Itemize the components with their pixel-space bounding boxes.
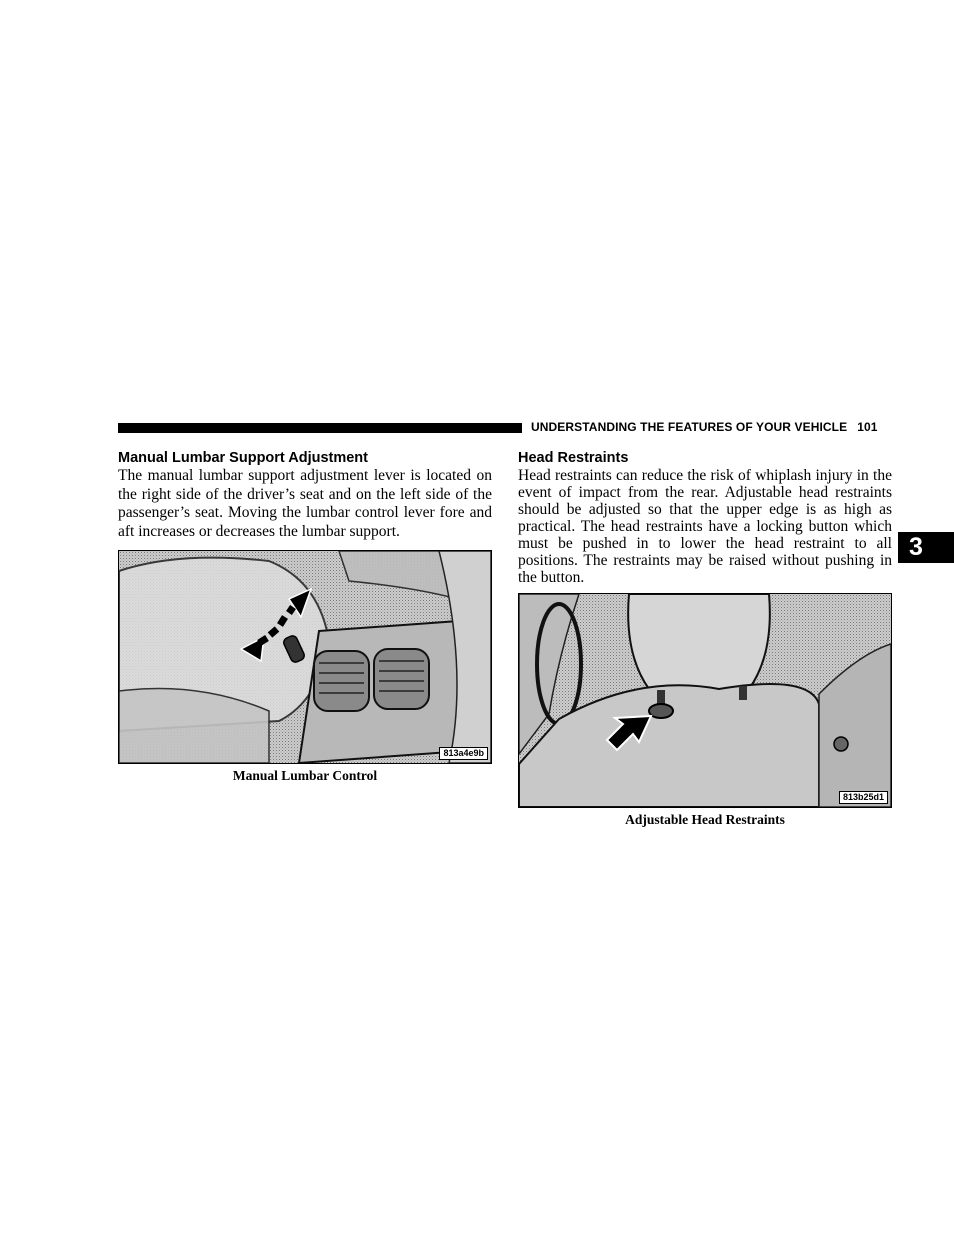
figure-caption: Adjustable Head Restraints <box>625 812 785 827</box>
header-rule <box>118 423 522 433</box>
section-heading-head-restraints: Head Restraints <box>518 450 629 466</box>
chapter-tab: 3 <box>898 532 954 563</box>
section-heading-lumbar: Manual Lumbar Support Adjustment <box>118 450 368 466</box>
figure-id-label: 813a4e9b <box>439 747 488 760</box>
lumbar-paragraph: The manual lumbar support adjustment lever is located on the right side of the driver’s seat and on the left side of the passenger’s seat. Moving the lumbar control lever fore and aft increases or decreases the lumbar support. <box>118 467 492 540</box>
head-restraint-figure <box>518 593 892 808</box>
head-restraint-illustration <box>519 594 891 807</box>
figure-id-label: 813b25d1 <box>839 791 888 804</box>
page-number: 101 <box>857 420 878 434</box>
left-column <box>118 449 492 784</box>
right-column <box>518 449 892 828</box>
running-header <box>531 420 878 434</box>
section-title: UNDERSTANDING THE FEATURES OF YOUR VEHICLE <box>531 420 848 434</box>
lumbar-illustration <box>119 551 491 763</box>
figure-caption: Manual Lumbar Control <box>232 768 378 784</box>
lumbar-figure <box>118 550 492 764</box>
head-restraints-paragraph: Head restraints can reduce the risk of whiplash injury in the event of impact from the rear. Adjustable head restraints should be adjusted so that the upper edge is as high as practical. The head restraints have a locking button which must be pushed in to lower the head restraint to all positions. The restraints may be raised without pushing in the button. <box>518 467 892 586</box>
